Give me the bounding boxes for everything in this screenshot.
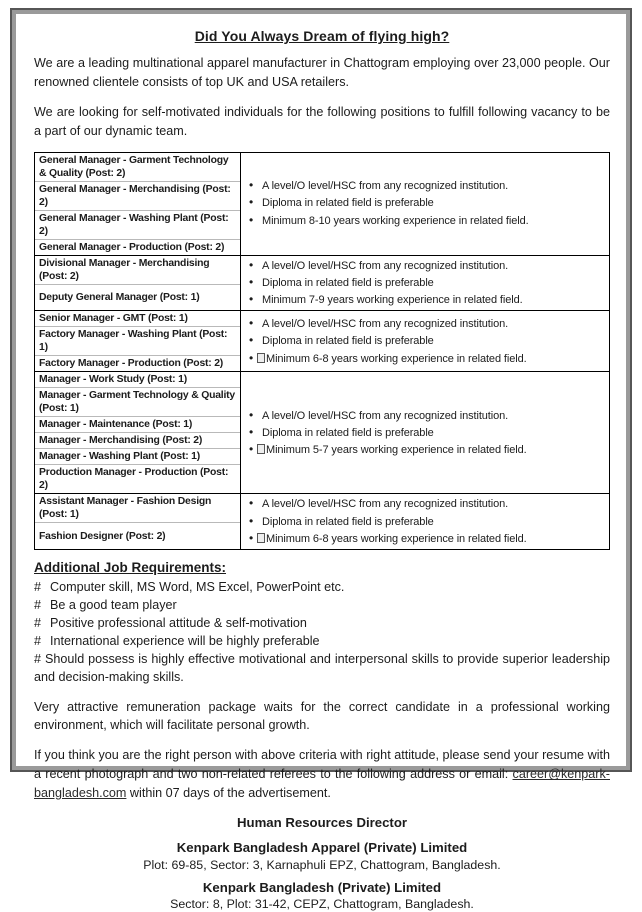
position-cell: Manager - Work Study (Post: 1) [35, 372, 240, 388]
position-cell: Manager - Merchandising (Post: 2) [35, 433, 240, 449]
position-cell: Manager - Washing Plant (Post: 1) [35, 449, 240, 465]
requirement-bullet [247, 443, 605, 457]
position-list [35, 494, 241, 549]
hash-marker: # [34, 616, 42, 631]
positions-table [34, 152, 610, 551]
footer [34, 815, 610, 912]
requirement-bullet: • A level/O level/HSC from any recognized institution. [247, 409, 605, 423]
additional-requirements-heading: Additional Job Requirements: [34, 560, 227, 576]
missing-glyph-box-icon [257, 353, 265, 363]
requirement-bullet [247, 532, 605, 546]
additional-requirement-item [34, 579, 610, 597]
signatory-title: Human Resources Director [236, 815, 408, 831]
requirement-bullet: • Diploma in related field is preferable [247, 276, 605, 290]
additional-requirement-item [34, 651, 610, 687]
hash-marker: # [34, 598, 42, 613]
company-name: Kenpark Bangladesh Apparel (Private) Limited [176, 840, 468, 856]
requirement-bullet: • Minimum 7-9 years working experience in related field. [247, 293, 605, 307]
advertisement-body [18, 16, 624, 912]
position-cell: Assistant Manager - Fashion Design (Post: 1) [35, 494, 240, 523]
application-text-after-email: within 07 days of the advertisement. [126, 786, 331, 801]
advertisement-frame [10, 8, 632, 912]
additional-requirement-text: Positive professional attitude & self-motivation [50, 616, 307, 631]
intro-paragraph-2: We are looking for self-motivated individuals for the following positions to fulfill following vacancy to be a part of our dynamic team. [34, 104, 610, 138]
position-list [35, 256, 241, 311]
requirements-cell [241, 256, 609, 311]
requirements-cell [241, 153, 609, 255]
additional-requirement-item [34, 633, 610, 651]
requirements-cell [241, 372, 609, 493]
position-cell: General Manager - Washing Plant (Post: 2) [35, 211, 240, 240]
requirement-text: Minimum 6-8 years working experience in related field. [266, 533, 527, 546]
position-group [35, 256, 609, 312]
position-list [35, 372, 241, 493]
company-name: Kenpark Bangladesh (Private) Limited [202, 879, 442, 895]
requirement-bullet: • A level/O level/HSC from any recognized institution. [247, 179, 605, 193]
position-cell: General Manager - Garment Technology & Quality (Post: 2) [35, 153, 240, 182]
position-cell: Divisional Manager - Merchandising (Post: 2) [35, 256, 240, 285]
requirement-bullet: • Diploma in related field is preferable [247, 426, 605, 440]
position-cell: General Manager - Production (Post: 2) [39, 241, 225, 253]
additional-requirement-item [34, 615, 610, 633]
position-list [35, 153, 241, 255]
requirement-bullet: • Diploma in related field is preferable [247, 515, 605, 529]
intro-paragraph-1: We are a leading multinational apparel manufacturer in Chattogram employing over 23,000 people. Our renowned clientele consists of top UK and USA retailers. [34, 56, 610, 89]
requirement-bullet: • Minimum 8-10 years working experience in related field. [247, 214, 605, 228]
remuneration-paragraph: Very attractive remuneration package waits for the correct candidate in a professional working environment, which will facilitate personal growth. [34, 699, 610, 733]
requirements-cell [241, 311, 609, 371]
requirement-bullet [247, 352, 605, 366]
position-cell: Manager - Maintenance (Post: 1) [35, 417, 240, 433]
requirement-bullet: • Diploma in related field is preferable [247, 196, 605, 210]
position-group [35, 494, 609, 549]
requirements-cell [241, 494, 609, 549]
email-link[interactable]: career@kenpark-bangladesh.com [34, 767, 610, 801]
position-group [35, 372, 609, 494]
requirement-bullet: • A level/O level/HSC from any recognized institution. [247, 259, 605, 273]
application-paragraph [34, 746, 610, 803]
additional-requirement-item [34, 597, 610, 615]
requirement-text: Minimum 5-7 years working experience in related field. [266, 444, 527, 457]
position-cell: Manager - Garment Technology & Quality (Post: 1) [35, 388, 240, 417]
company-address: Plot: 69-85, Sector: 3, Karnaphuli EPZ, Chattogram, Bangladesh. [143, 857, 501, 872]
additional-requirement-text: Should possess is highly effective motivational and interpersonal skills to provide superior leadership and decision-making skills. [34, 651, 610, 684]
position-group [35, 153, 609, 256]
additional-requirement-text: Be a good team player [50, 598, 177, 613]
hash-marker: # [34, 633, 42, 648]
position-cell: Production Manager - Production (Post: 2) [39, 467, 229, 492]
missing-glyph-box-icon [257, 444, 265, 454]
company-address: Sector: 8, Plot: 31-42, CEPZ, Chattogram, Bangladesh. [170, 897, 474, 912]
requirement-bullet: • A level/O level/HSC from any recognized institution. [247, 497, 605, 511]
position-cell: Fashion Designer (Post: 2) [39, 530, 166, 542]
application-text-before-email: If you think you are the right person with above criteria with right attitude, please send your resume with a recent photograph and two non-related referees to the following address or email: [34, 748, 610, 782]
page-title: Did You Always Dream of flying high? [194, 28, 450, 44]
position-cell: General Manager - Merchandising (Post: 2) [35, 182, 240, 211]
position-cell: Deputy General Manager (Post: 1) [39, 292, 200, 303]
hash-marker: # [34, 580, 42, 595]
additional-requirement-text: Computer skill, MS Word, MS Excel, PowerPoint etc. [50, 580, 345, 595]
requirement-bullet: • A level/O level/HSC from any recognized institution. [247, 317, 605, 331]
position-cell: Senior Manager - GMT (Post: 1) [35, 311, 240, 327]
position-list [35, 311, 241, 371]
requirement-text: Minimum 6-8 years working experience in related field. [266, 352, 527, 365]
position-cell: Factory Manager - Washing Plant (Post: 1) [35, 327, 240, 356]
requirement-bullet: • Diploma in related field is preferable [247, 334, 605, 348]
missing-glyph-box-icon [257, 533, 265, 543]
additional-requirement-text: International experience will be highly preferable [50, 633, 320, 648]
position-group [35, 311, 609, 372]
position-cell: Factory Manager - Production (Post: 2) [39, 358, 224, 370]
hash-marker: # [34, 651, 42, 666]
